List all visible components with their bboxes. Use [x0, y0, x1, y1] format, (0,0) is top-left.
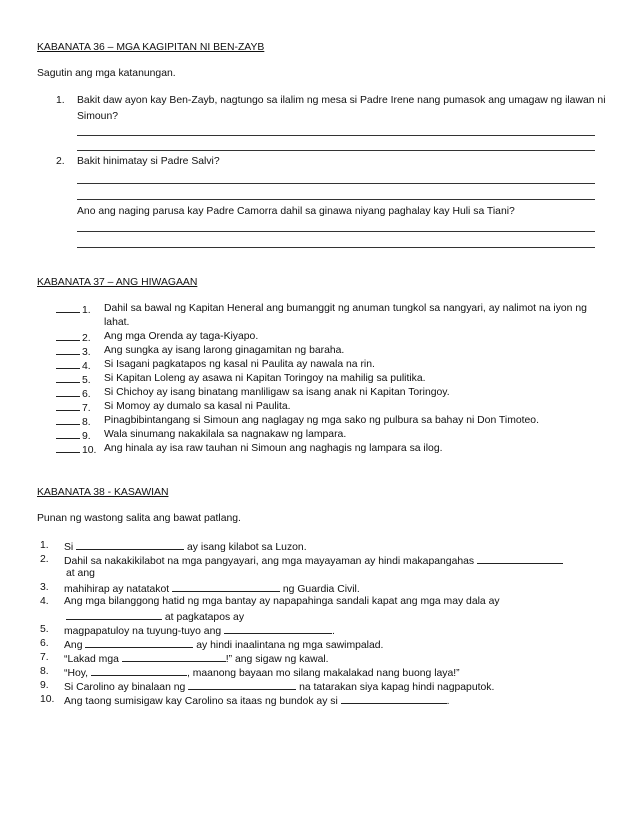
list-item-number: 1. [40, 540, 49, 551]
list-item: 4. [56, 359, 91, 372]
list-item-text: Si Isagani pagkatapos ng kasal ni Paulita ay nawala na rin. [104, 359, 375, 370]
q3-answer-line-2[interactable] [77, 247, 595, 248]
q3-answer-line-1[interactable] [77, 231, 595, 232]
answer-blank[interactable] [56, 331, 80, 341]
fill-blank[interactable] [91, 666, 187, 676]
list-item: Dahil sa nakakikilabot na mga pangyayari, ang mga mayayaman ay hindi makapangahas [64, 554, 563, 567]
list-item: 8. [56, 415, 91, 428]
q1-text-cont: Simoun? [77, 111, 119, 122]
answer-blank[interactable] [56, 443, 80, 453]
section-36-instruction: Sagutin ang mga katanungan. [37, 68, 176, 79]
q1-text: Bakit daw ayon kay Ben-Zayb, nagtungo sa ilalim ng mesa si Padre Irene nang pumasok ang umagaw ng ilawan ni [77, 95, 606, 106]
q2-answer-line-2[interactable] [77, 199, 595, 200]
list-item-text: Wala sinumang nakakilala sa nagnakaw ng lampara. [104, 429, 347, 440]
list-item: 2. [56, 331, 91, 344]
fill-blank[interactable] [172, 582, 280, 592]
section-38-heading: KABANATA 38 - KASAWIAN [37, 487, 169, 498]
list-item-text: Ang hinala ay isa raw tauhan ni Simoun ang naghagis ng lampara sa ilog. [104, 443, 443, 454]
fill-blank[interactable] [76, 540, 184, 550]
list-item: 5. [56, 373, 91, 386]
list-item-number: 5. [40, 624, 49, 635]
fill-blank[interactable] [188, 680, 296, 690]
list-item: 9. [56, 429, 91, 442]
q1-number: 1. [56, 95, 65, 106]
section-36-heading: KABANATA 36 – MGA KAGIPITAN NI BEN-ZAYB [37, 42, 265, 53]
answer-blank[interactable] [56, 401, 80, 411]
answer-blank[interactable] [56, 387, 80, 397]
fill-blank[interactable] [122, 652, 226, 662]
list-item-text: Pinagbibintangang si Simoun ang naglagay ng mga sako ng pulbura sa bahay ni Don Timoteo. [104, 415, 539, 426]
answer-blank[interactable] [56, 345, 80, 355]
list-item: Si Carolino ay binalaan ng na tatarakan siya kapag hindi nagpaputok. [64, 682, 495, 693]
fill-blank[interactable] [66, 610, 162, 620]
list-item-text: Ang mga Orenda ay taga-Kiyapo. [104, 331, 259, 342]
list-item-number: 10. [40, 694, 55, 705]
list-item: “Lakad mga !” ang sigaw ng kawal. [64, 654, 329, 665]
list-item: 10. [56, 443, 96, 456]
list-item: Ang mga bilanggong hatid ng mga bantay ay napapahinga sandali kapat ang mga may dala ay [64, 596, 500, 607]
list-item-text: Si Momoy ay dumalo sa kasal ni Paulita. [104, 401, 291, 412]
list-item: “Hoy, , maanong bayaan mo silang makalakad nang buong laya!” [64, 668, 460, 679]
q2-text: Bakit hinimatay si Padre Salvi? [77, 156, 220, 167]
q3-text: Ano ang naging parusa kay Padre Camorra dahil sa ginawa niyang paghalay kay Huli sa Tiani? [77, 206, 515, 217]
list-item: magpapatuloy na tuyung-tuyo ang . [64, 626, 335, 637]
list-item: mahihirap ay natatakot ng Guardia Civil. [64, 584, 360, 595]
list-item: 1. [56, 303, 91, 316]
q2-number: 2. [56, 156, 65, 167]
list-item-number: 7. [40, 652, 49, 663]
list-item-number: 9. [40, 680, 49, 691]
section-37-heading: KABANATA 37 – ANG HIWAGAAN [37, 277, 198, 288]
fill-blank[interactable] [224, 624, 332, 634]
fill-blank[interactable] [477, 554, 563, 564]
list-item-text: Ang sungka ay isang larong ginagamitan ng baraha. [104, 345, 345, 356]
list-item-number: 3. [40, 582, 49, 593]
list-item: 3. [56, 345, 91, 358]
list-item-cont: at pagkatapos ay [66, 610, 244, 623]
answer-blank[interactable] [56, 303, 80, 313]
list-item-number: 6. [40, 638, 49, 649]
answer-blank[interactable] [56, 373, 80, 383]
list-item-number: 8. [40, 666, 49, 677]
list-item-text: Si Chichoy ay isang binatang manliligaw sa isang anak ni Kapitan Toringoy. [104, 387, 450, 398]
list-item: 7. [56, 401, 91, 414]
q1-answer-line-1[interactable] [77, 135, 595, 136]
list-item: Si ay isang kilabot sa Luzon. [64, 542, 307, 553]
answer-blank[interactable] [56, 415, 80, 425]
section-38-instruction: Punan ng wastong salita ang bawat patlang. [37, 513, 241, 524]
list-item-text-cont: lahat. [104, 317, 130, 328]
q1-answer-line-2[interactable] [77, 150, 595, 151]
list-item: Ang ay hindi inaalintana ng mga sawimpalad. [64, 640, 384, 651]
answer-blank[interactable] [56, 359, 80, 369]
list-item: 6. [56, 387, 91, 400]
list-item-cont: at ang [66, 568, 95, 579]
list-item-number: 2. [40, 554, 49, 565]
list-item-number: 4. [40, 596, 49, 607]
list-item-text: Dahil sa bawal ng Kapitan Heneral ang bumanggit ng anuman tungkol sa nangyari, ay nalimot na iyon ng [104, 303, 587, 314]
fill-blank[interactable] [85, 638, 193, 648]
q2-answer-line-1[interactable] [77, 183, 595, 184]
fill-blank[interactable] [341, 694, 447, 704]
list-item: Ang taong sumisigaw kay Carolino sa itaas ng bundok ay si . [64, 696, 450, 707]
list-item-text: Si Kapitan Loleng ay asawa ni Kapitan Toringoy na mahilig sa pulitika. [104, 373, 426, 384]
answer-blank[interactable] [56, 429, 80, 439]
